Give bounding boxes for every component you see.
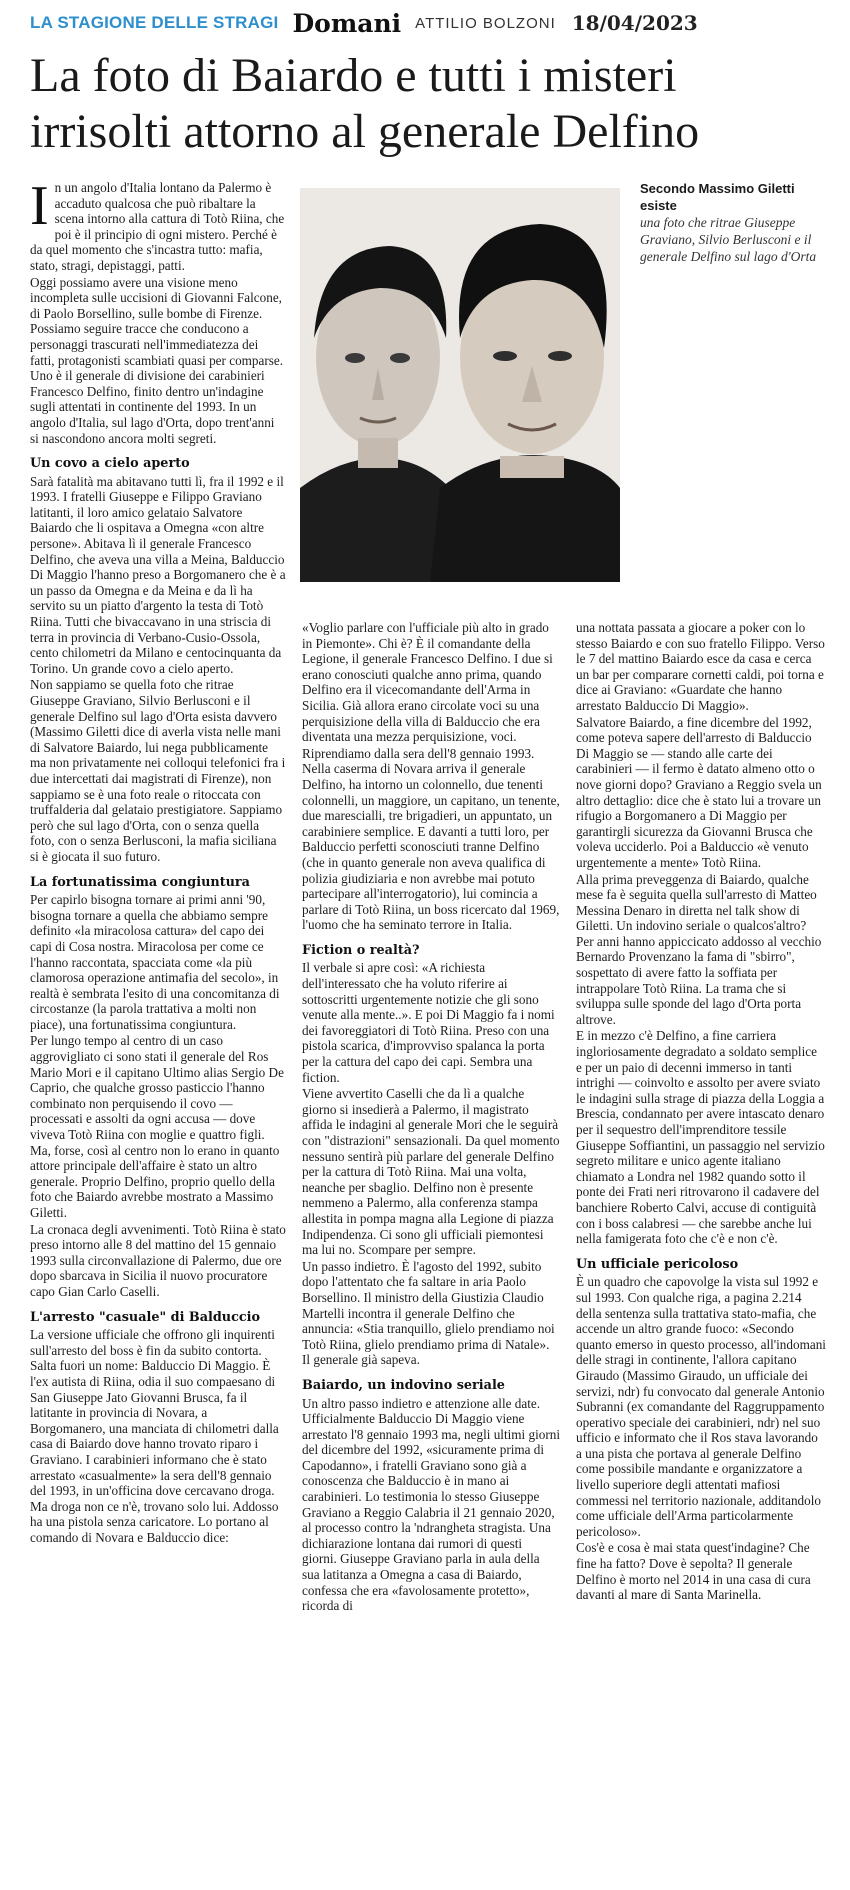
subheading: L'arresto "casuale" di Balduccio (30, 1309, 261, 1325)
photo-caption (640, 180, 820, 265)
paragraph: La versione ufficiale che offrono gli inquirenti sull'arresto del boss è fin da subito contorta. Salta fuori un nome: Balduccio Di Maggio. È l'ex autista di Riina, odia il suo compaesano di San Giuseppe Jato Giovanni Brusca, fa il latitante in provincia di Novara, a Borgomanero, una manciata di chilometri dalla casa di Baiardo dove hanno trovato riparo i Graviano. I carabinieri informano che è stato arrestato «casualmente» la sera dell'8 gennaio del 1993, in un'officina dove cercavano droga. Ma droga non ce n'è, trovano solo lui. Addosso ha una pistola senza caricatore. Lo portano al comando di Novara e Balduccio dice: (30, 1327, 279, 1545)
paragraph: Cos'è e cosa è mai stata quest'indagine? Che fine ha fatto? Dove è sepolta? Il generale Delfino è morto nel 2014 in una casa di cura davanti al mare di Santa Marinella. (576, 1540, 811, 1603)
headline-line-1: La foto di Baiardo e tutti i misteri (30, 49, 677, 102)
paragraph: Alla prima preveggenza di Baiardo, qualche mese fa è seguita quella sull'arresto di Matteo Messina Denaro in diretta nel talk show di Giletti. Un indovino seriale o qualcos'altro? Per anni hanno appiccicato addosso al vecchio Bernardo Provenzano la fama di "sbirro", sospettato di avere fatto la soffiata per intrappolare Totò Riina. La trama che si sviluppa sulle sponde del lago d'Orta porta altrove. (576, 871, 822, 1027)
article-column-3 (576, 620, 826, 1604)
subheading: Fiction o realtà? (302, 942, 420, 958)
paragraph-text: n un angolo d'Italia lontano da Palermo è accaduto qualcosa che può ribaltare la scena intorno alla cattura di Totò Riina, che poi è il principio di ogni mistero. Perché è da quel momento che s'incastra tutto: mafia, stato, stragi, depistaggi, patti. (30, 180, 285, 273)
paragraph: Un altro passo indietro e attenzione alle date. Ufficialmente Balduccio Di Maggio viene arrestato l'8 gennaio 1993 ma, negli ultimi giorni del dicembre del 1992, «sicuramente prima di Capodanno», i fratelli Graviano sono già a conoscenza che Balduccio è in mano ai carabinieri. Lo testimonia lo stesso Giuseppe Graviano a Reggio Calabria il 21 gennaio 2020, al processo contro la 'ndrangheta stragista. Una dichiarazione lontana dai rumori di questi giorni. Giuseppe Graviano parla in aula della sua latitanza a Omegna a casa di Baiardo, confessa che era «favolosamente protetto», ricorda di (302, 1395, 561, 1614)
paragraph: E in mezzo c'è Delfino, a fine carriera ingloriosamente degradato a soldato semplice e per un paio di decenni immerso in tanti intrighi — coinvolto e assolto per avere sviato le indagini sulla strage di piazza della Loggia a Brescia, condannato per avere intascato denaro per il sequestro dell'imprenditore tessile Giuseppe Soffiantini, un passaggio nel servizio segreto militare e unico agente italiano chiamato a Londra nel 1982 quando sotto il ponte dei Frati neri ritrovarono il cadavere del banchiere Roberto Calvi, accuse di contiguità con i boss calabresi — che sarebbe anche lui nella famigerata foto che c'è e non c'è. (576, 1028, 825, 1247)
paragraph: Un passo indietro. È l'agosto del 1992, subito dopo l'attentato che fa saltare in aria Paolo Borsellino. Il ministro della Giustizia Claudio Martelli incontra il generale Delfino che annuncia: «Stia tranquillo, glielo prendiamo noi Totò Riina, glielo prendiamo prima di Natale». Il generale già sapeva. (302, 1258, 555, 1368)
section-kicker: LA STAGIONE DELLE STRAGI (30, 13, 279, 32)
paragraph: una nottata passata a giocare a poker con lo stesso Baiardo e con suo fratello Filippo. Verso le 7 del mattino Baiardo esce da casa e cerca un bar per comparare cornetti caldi, poi torna e dice ai Graviano: «Guardate che hanno arrestato Balduccio Di Maggio». (576, 620, 825, 713)
paragraph: Il verbale si apre così: «A richiesta dell'interessato che ha voluto riferire ai sottoscritti urgentemente notizie che gli sono venute alla mente..». E poi Di Maggio fa i nomi dei favoreggiatori di Totò Riina. Preso con una pistola scarica, d'improvviso spalanca la porta per la cattura del capo dei capi. Sembra una fiction. (302, 960, 555, 1085)
article-headline (30, 48, 830, 160)
paragraph: Riprendiamo dalla sera dell'8 gennaio 1993. Nella caserma di Novara arriva il generale Delfino, ha intorno un colonnello, due tenenti colonnelli, un maggiore, un capitano, un tenente, due marescialli, tre brigadieri, un appuntato, un carabiniere semplice. E davanti a tutti loro, per Balduccio perfetti sconosciuti tranne Delfino (che in quanto generale non aveva qualifica di polizia giudiziaria e non avrebbe mai potuto partecipare all'interrogatorio), lui comincia a parlare di Totò Riina, un boss ricercato dal 1969, l'uomo che ha seminato terrore in Italia. (302, 745, 560, 933)
paragraph: Non sappiamo se quella foto che ritrae Giuseppe Graviano, Silvio Berlusconi e il generale Delfino sul lago d'Orta esista davvero (Massimo Giletti dice di averla vista nelle mani di Salvatore Baiardo, lui nega pubblicamente ma non privatamente nei colloqui telefonici fra i due intercettati dai magistrati di Firenze), non sappiamo se è una foto reale o ritoccata con truffalderia dal gelataio prestigiatore. Sappiamo però che sul lago d'Orta, con o senza quella foto, con o senza Berlusconi, la mafia siciliana si è giocata il suo futuro. (30, 677, 286, 864)
portrait-photo-image (300, 188, 620, 582)
caption-title: Secondo Massimo Giletti esiste (640, 181, 795, 213)
subheading: La fortunatissima congiuntura (30, 874, 250, 890)
drop-cap: I (30, 175, 49, 237)
article-column-2 (302, 620, 560, 1615)
paragraph: È un quadro che capovolge la vista sul 1992 e sul 1993. Con qualche riga, a pagina 2.214 della sentenza sulla trattativa stato-mafia, che accende un altro grande fuoco: «Secondo quanto emerso in questo processo, all'indomani delle stragi in continente, l'allora capitano Giraudo (Massimo Giraudo, un ufficiale dei servizi, ndr) fu convocato dal generale Antonio Subranni (ex comandante del Raggruppamento operativo speciale dei carabinieri, ndr) nel suo ufficio e informato che il Ros stava lavorando a una pista che portava al generale Delfino come possibile mandante e organizzatore a livello superiore degli attentati mafiosi commessi nel territorio nazionale, additandolo come ufficiale dell'Arma particolarmente pericoloso». (576, 1274, 826, 1539)
paragraph: «Voglio parlare con l'ufficiale più alto in grado in Piemonte». Chi è? È il comandante della Legione, il generale Francesco Delfino. I due si erano conosciuti qualche anno prima, quando Delfino era il vicecomandante dell'Arma in Sicilia. Già allora erano circolate voci su una perquisizione della villa di Balduccio che era diventata una mezza perquisizione, voci. (302, 620, 553, 745)
article-photo (300, 188, 620, 582)
subheading: Baiardo, un indovino seriale (302, 1377, 505, 1393)
publication-date: 18/04/2023 (571, 11, 698, 35)
masthead-bar (30, 8, 830, 38)
subheading: Un covo a cielo aperto (30, 456, 190, 472)
subheading: Un ufficiale pericoloso (576, 1256, 739, 1272)
article-column-1 (30, 175, 286, 1546)
headline-line-2: irrisolti attorno al generale Delfino (30, 105, 700, 158)
author-name: ATTILIO BOLZONI (415, 14, 556, 32)
paragraph: Oggi possiamo avere una visione meno incompleta sulle uccisioni di Giovanni Falcone, di Paolo Borsellino, sulle bombe di Firenze. Possiamo seguire tracce che conducono a personaggi trascurati nell'immediatezza dei fatti, protagonisti scambiati quasi per comparse. Uno è il generale di divisione dei carabinieri Francesco Delfino, finito dentro un'indagine sugli attentati in continente del 1993. In un angolo d'Italia, sul lago d'Orta, dopo trent'anni si nascondono ancora molti segreti. (30, 274, 284, 446)
paragraph (30, 175, 286, 274)
paragraph: Viene avvertito Caselli che da lì a qualche giorno si insedierà a Palermo, il magistrato affida le indagini al generale Mori che le seguirà con "distrazioni" sensazionali. Da quel momento nessuno sentirà più parlare del generale Delfino per la cattura di Totò Riina. Mai una volta, neanche per sbaglio. Delfino non è presente nemmeno a Palermo, alla conferenza stampa allestita in pompa magna alla Legione di piazza Indipendenza. Ci sono gli ufficiali piemontesi ma lui no. Scompare per sempre. (302, 1086, 560, 1258)
paragraph: Salvatore Baiardo, a fine dicembre del 1992, come poteva sapere dell'arresto di Balduccio Di Maggio se — stando alle carte dei carabinieri — il fermo è datato almeno otto o nove giorni dopo? Graviano a Reggio svela un altro dettaglio: dice che è stato lui a trovare un rifugio a Borgomanero a Di Maggio per garantirgli sicurezza da Giovanni Brusca che voleva ucciderlo. Poi a Balduccio «è venuto urgentemente a mente» Totò Riina. (576, 714, 822, 870)
paragraph: Sarà fatalità ma abitavano tutti lì, fra il 1992 e il 1993. I fratelli Giuseppe e Filippo Graviano latitanti, il loro amico gelataio Salvatore Baiardo che li ospitava a Omegna «con altre persone». Abitava lì il generale Francesco Delfino, che aveva una villa a Meina, Balduccio Di Maggio l'hanno preso a Borgomanero che è a un passo da Omegna e da Meina e da lì ha servito su un piatto d'argento la testa di Totò Riina. Tutti che bivaccavano in una striscia di terra in provincia di Verbano-Cusio-Ossola, cento chilometri da Milano e centocinquanta da Torino. Un grande covo a cielo aperto. (30, 473, 286, 676)
newspaper-masthead: Domani (292, 8, 402, 38)
paragraph: La cronaca degli avvenimenti. Totò Riina è stato preso intorno alle 8 del mattino del 15 gennaio 1993 sulla circonvallazione di Palermo, due ore dopo sbarcava in Sicilia il nuovo procuratore capo Gian Carlo Caselli. (30, 1221, 286, 1299)
paragraph: Per capirlo bisogna tornare ai primi anni '90, bisogna tornare a quella che abbiamo sempre definito «la miracolosa cattura» del capo dei capi di Cosa nostra. Miracolosa per come ce l'hanno raccontata, spacciata come «la più clamorosa operazione antimafia del secolo», in realtà è sembrata l'esito di una concomitanza di circostanze (la parola trattativa a molti non piace), una fortunatissima congiuntura. (30, 892, 280, 1032)
paragraph: Per lungo tempo al centro di un caso aggrovigliato ci sono stati il generale del Ros Mario Mori e il capitano Ultimo alias Sergio De Caprio, che qualche grosso pasticcio l'hanno combinato non perquisendo il covo — processati e assolti da ogni accusa — dove viveva Totò Riina con moglie e quattro figli. Ma, forse, così al centro non lo erano in quanto attore principale dell'affaire è stato un altro generale. Proprio Delfino, proprio quello della foto che Baiardo avrebbe mostrato a Massimo Giletti. (30, 1033, 284, 1220)
caption-text: una foto che ritrae Giuseppe Graviano, Silvio Berlusconi e il generale Delfino sul lago d'Orta (640, 215, 817, 264)
